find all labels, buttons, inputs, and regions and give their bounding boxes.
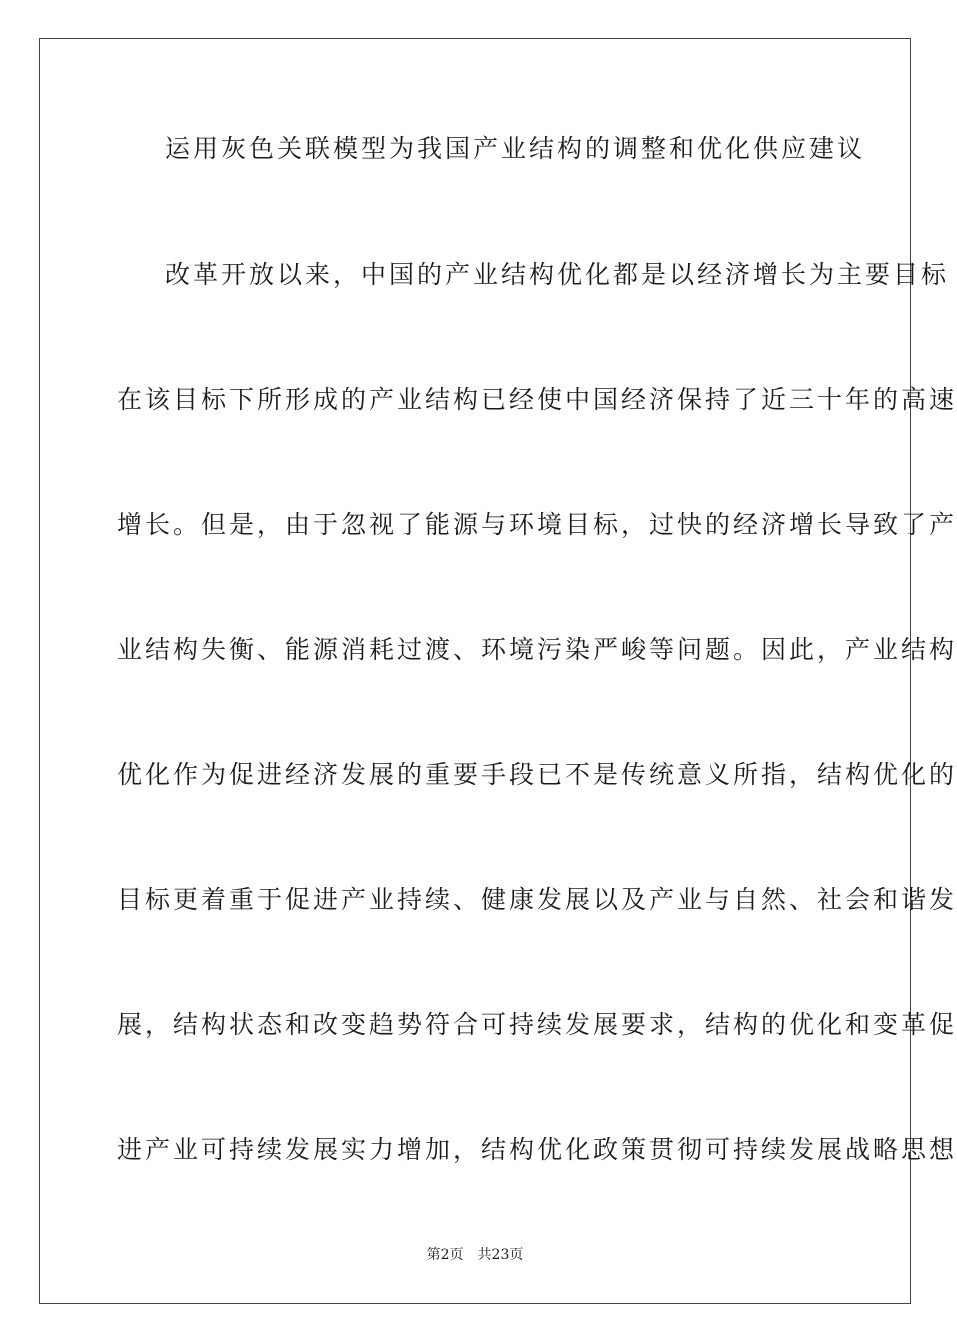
paragraph-line-7: 展，结构状态和改变趋势符合可持续发展要求，结构的优化和变革促 [117, 1010, 957, 1039]
paragraph-line-4: 业结构失衡、能源消耗过渡、环境污染严峻等问题。因此，产业结构 [117, 635, 957, 664]
document-title: 运用灰色关联模型为我国产业结构的调整和优化供应建议 [165, 134, 866, 163]
page-frame [39, 38, 957, 1304]
page-number: 第2页 [426, 1247, 464, 1263]
paragraph-line-8: 进产业可持续发展实力增加，结构优化政策贯彻可持续发展战略思想 [117, 1135, 957, 1164]
page-footer [0, 1246, 950, 1264]
paragraph-line-3: 增长。但是，由于忽视了能源与环境目标，过快的经济增长导致了产 [117, 510, 957, 539]
paragraph-line-5: 优化作为促进经济发展的重要手段已不是传统意义所指，结构优化的 [117, 760, 957, 789]
paragraph-line-2: 在该目标下所形成的产业结构已经使中国经济保持了近三十年的高速 [117, 385, 957, 414]
page-total: 共23页 [477, 1247, 524, 1263]
paragraph-line-1: 改革开放以来，中国的产业结构优化都是以经济增长为主要目标 [165, 260, 950, 289]
paragraph-line-6: 目标更着重于促进产业持续、健康发展以及产业与自然、社会和谐发 [117, 885, 957, 914]
